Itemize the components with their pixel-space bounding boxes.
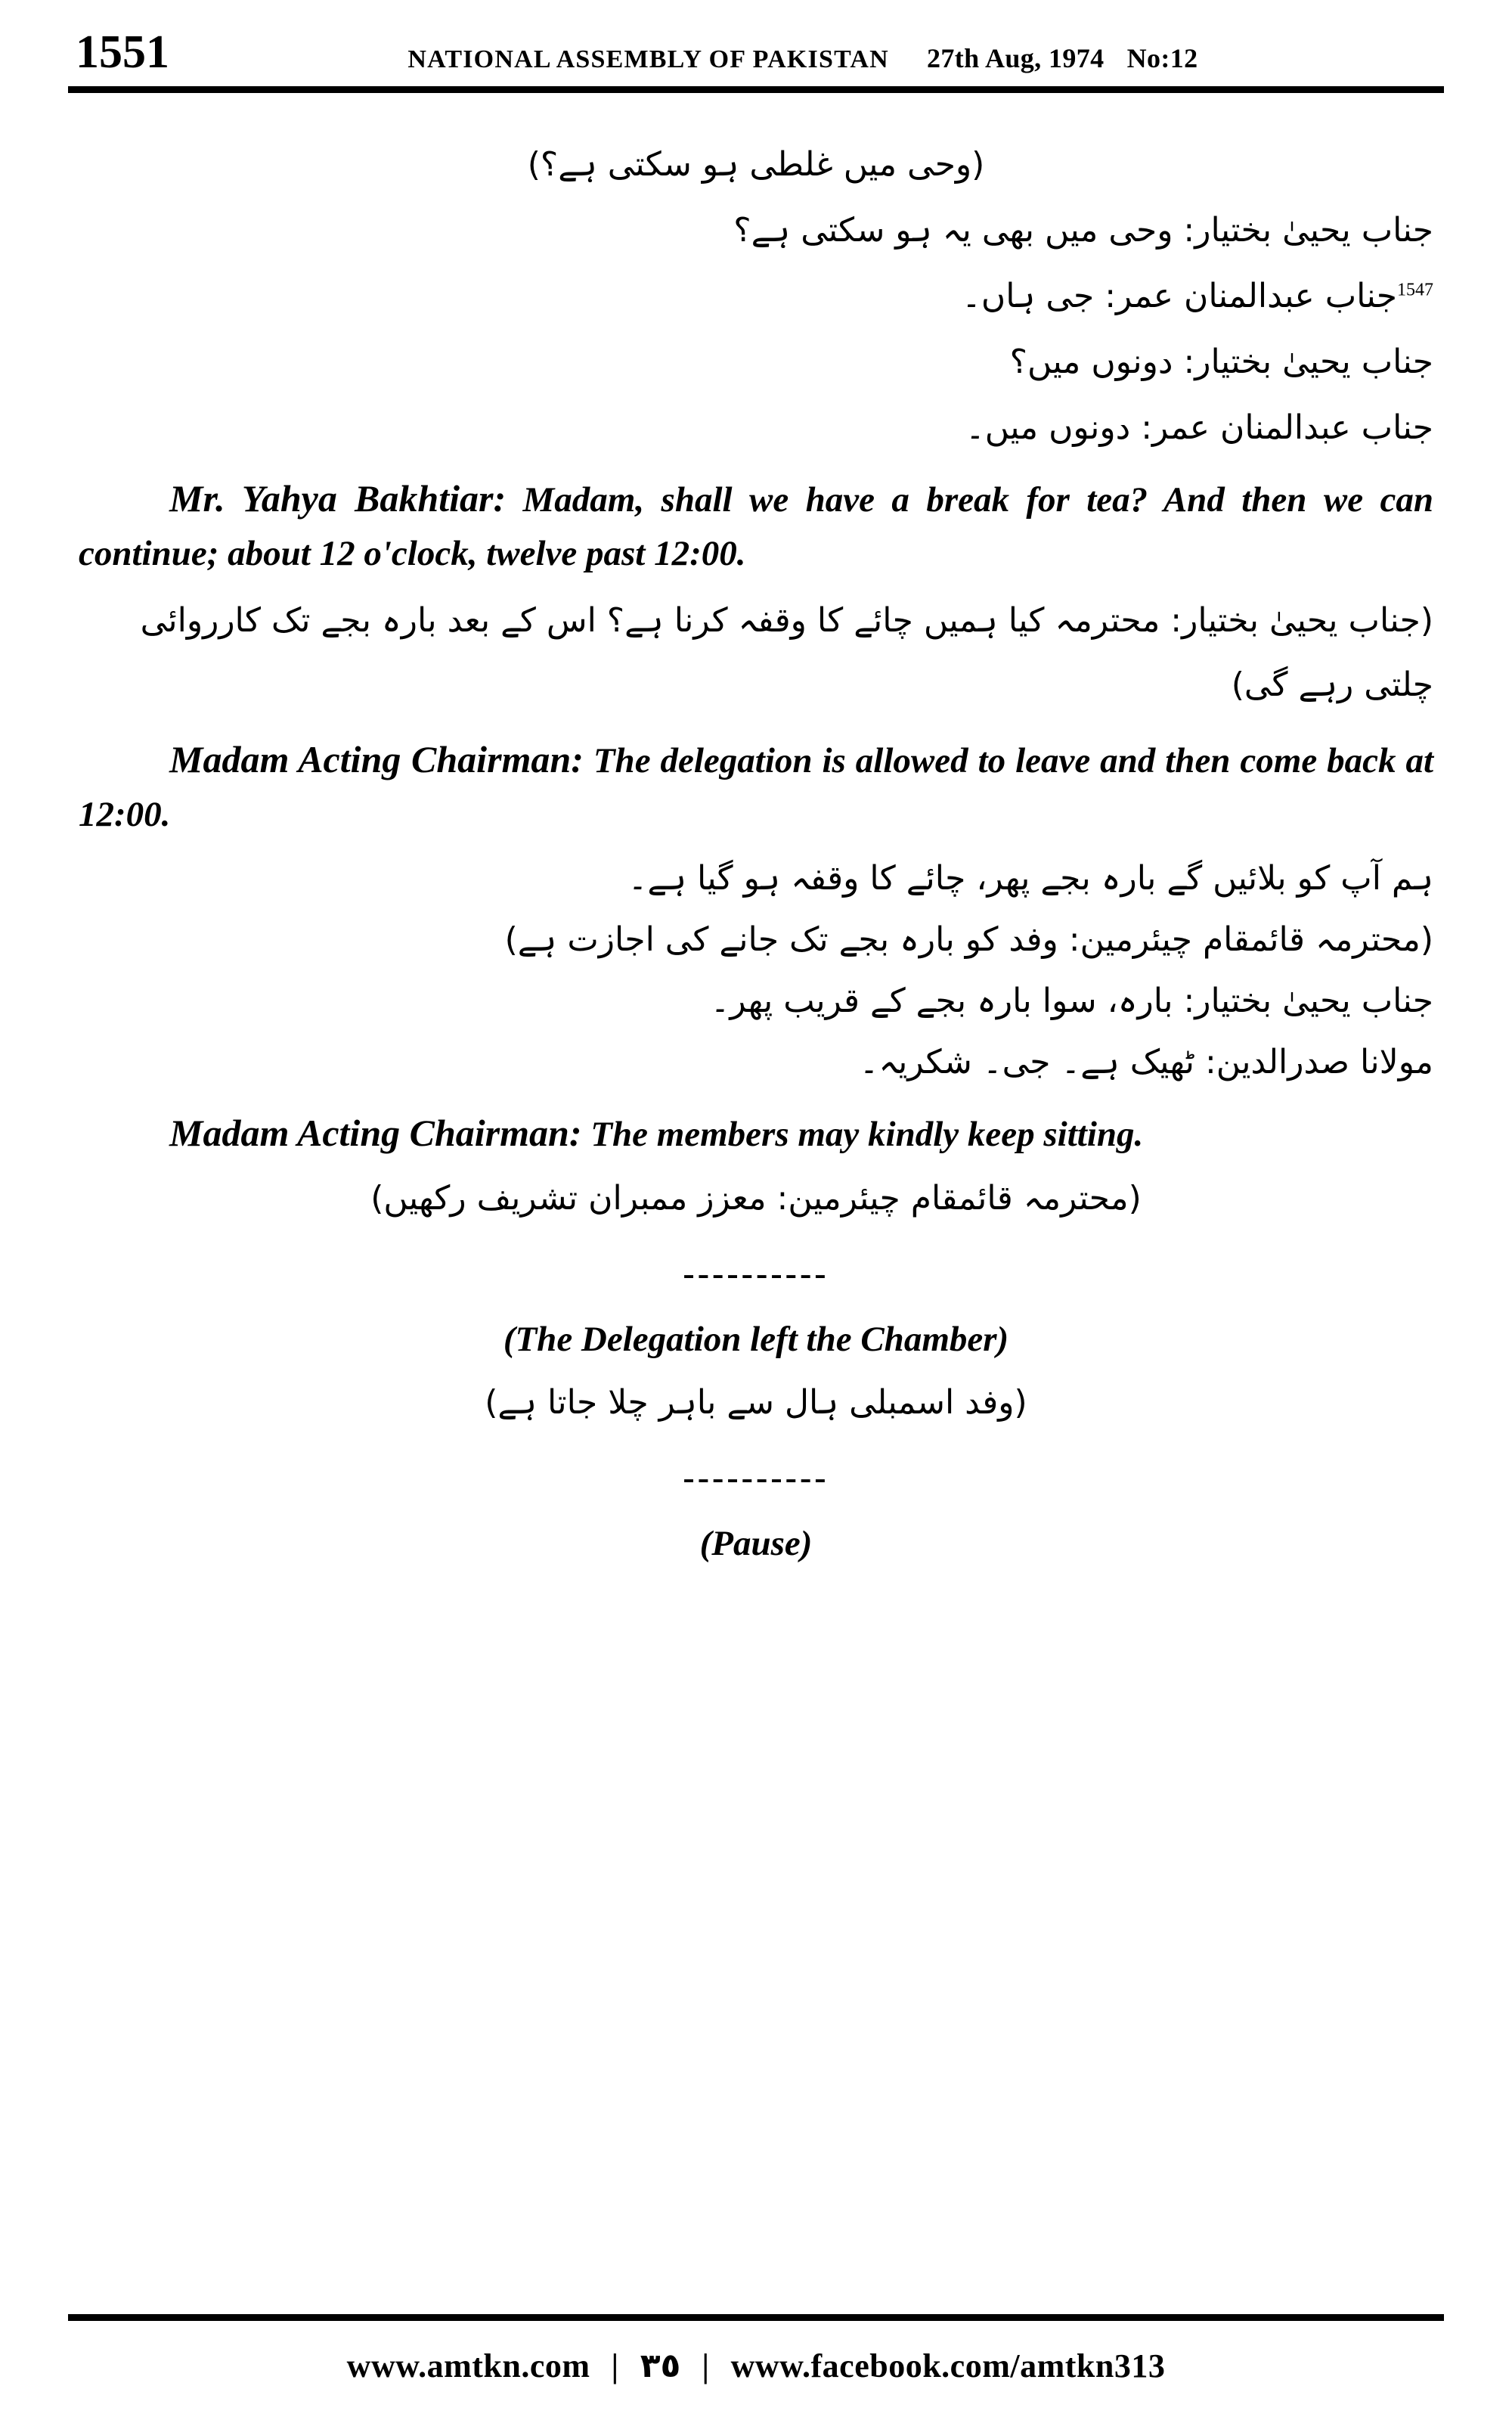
urdu-line-4: جناب یحییٰ بختیار: دونوں میں؟ (1009, 343, 1433, 381)
page-header (68, 0, 1444, 76)
urdu-line-9: جناب یحییٰ بختیار: بارہ، سوا بارہ بجے کے قریب پھر۔ (710, 981, 1433, 1020)
footer-row (68, 2335, 1444, 2390)
urdu-line-10: مولانا صدرالدین: ٹھیک ہے۔ جی۔ شکریہ۔ (859, 1042, 1433, 1081)
header-center-group (169, 42, 1436, 74)
urdu-line-2: جناب یحییٰ بختیار: وحی میں بھی یہ ہو سکتی ہے؟ (733, 211, 1433, 250)
urdu-line-8: (محترمہ قائمقام چیئرمین: وفد کو بارہ بجے تک جانے کی اجازت ہے) (504, 920, 1433, 959)
footer-website-link[interactable]: www.amtkn.com (346, 2347, 590, 2384)
issue-number: No:12 (1126, 43, 1198, 73)
speaker-name-acting-chairman-2: Madam Acting Chairman: (169, 1111, 582, 1154)
speech-paragraph-yahya-bakhtiar (79, 470, 1433, 581)
stage-direction-delegation-left: (The Delegation left the Chamber) (503, 1319, 1009, 1359)
divider-dashes-1: ---------- (683, 1253, 829, 1292)
footer-page-number: ٣٥ (640, 2347, 681, 2385)
footnote-marker: 1547 (1397, 280, 1433, 300)
divider-dashes-2: ---------- (683, 1458, 829, 1497)
header-page-number: 1551 (76, 26, 169, 78)
footer-facebook-link[interactable]: www.facebook.com/amtkn313 (730, 2347, 1166, 2384)
page-footer (68, 2314, 1444, 2390)
urdu-line-1: (وحی میں غلطی ہو سکتی ہے؟) (527, 145, 985, 184)
page-content (68, 93, 1444, 1571)
footer-rule (68, 2314, 1444, 2321)
footer-separator-left: | (611, 2347, 619, 2384)
speaker-name-yahya-bakhtiar: Mr. Yahya Bakhtiar: (169, 477, 507, 520)
urdu-line-3-wrapper (79, 267, 1433, 325)
speech-text-1: Madam, shall we have a break for tea? And then we can continue; about 12 o'clock, twelve past 12:00. (79, 480, 1433, 573)
stage-direction-pause: (Pause) (699, 1524, 813, 1564)
urdu-line-12: (وفد اسمبلی ہال سے باہر چلا جاتا ہے) (485, 1383, 1027, 1423)
urdu-line-5: جناب عبدالمنان عمر: دونوں میں۔ (965, 408, 1433, 447)
speech-text-3: The members may kindly keep sitting. (581, 1114, 1144, 1154)
session-date: 27th Aug, 1974 (926, 43, 1105, 73)
assembly-title: NATIONAL ASSEMBLY OF PAKISTAN (407, 45, 889, 73)
urdu-line-11: (محترمہ قائمقام چیئرمین: معزز ممبران تشریف رکھیں) (370, 1178, 1142, 1218)
urdu-line-6: (جناب یحییٰ بختیار: محترمہ کیا ہمیں چائے کا وقفہ کرنا ہے؟ اس کے بعد بارہ بجے تک کارروائی چلتی رہے گی) (140, 600, 1433, 705)
speech-paragraph-acting-chairman-1 (79, 731, 1433, 842)
footer-separator-right: | (702, 2347, 710, 2384)
urdu-line-7: ہم آپ کو بلائیں گے بارہ بجے پھر، چائے کا وقفہ ہو گیا ہے۔ (627, 858, 1433, 898)
speech-text-2: The delegation is allowed to leave and then come back at 12:00. (79, 741, 1434, 835)
urdu-line-3: جناب عبدالمنان عمر: جی ہاں۔ (962, 277, 1397, 315)
speaker-name-acting-chairman-1: Madam Acting Chairman: (169, 738, 584, 781)
header-rule (68, 86, 1444, 93)
speech-paragraph-acting-chairman-2 (79, 1105, 1433, 1162)
